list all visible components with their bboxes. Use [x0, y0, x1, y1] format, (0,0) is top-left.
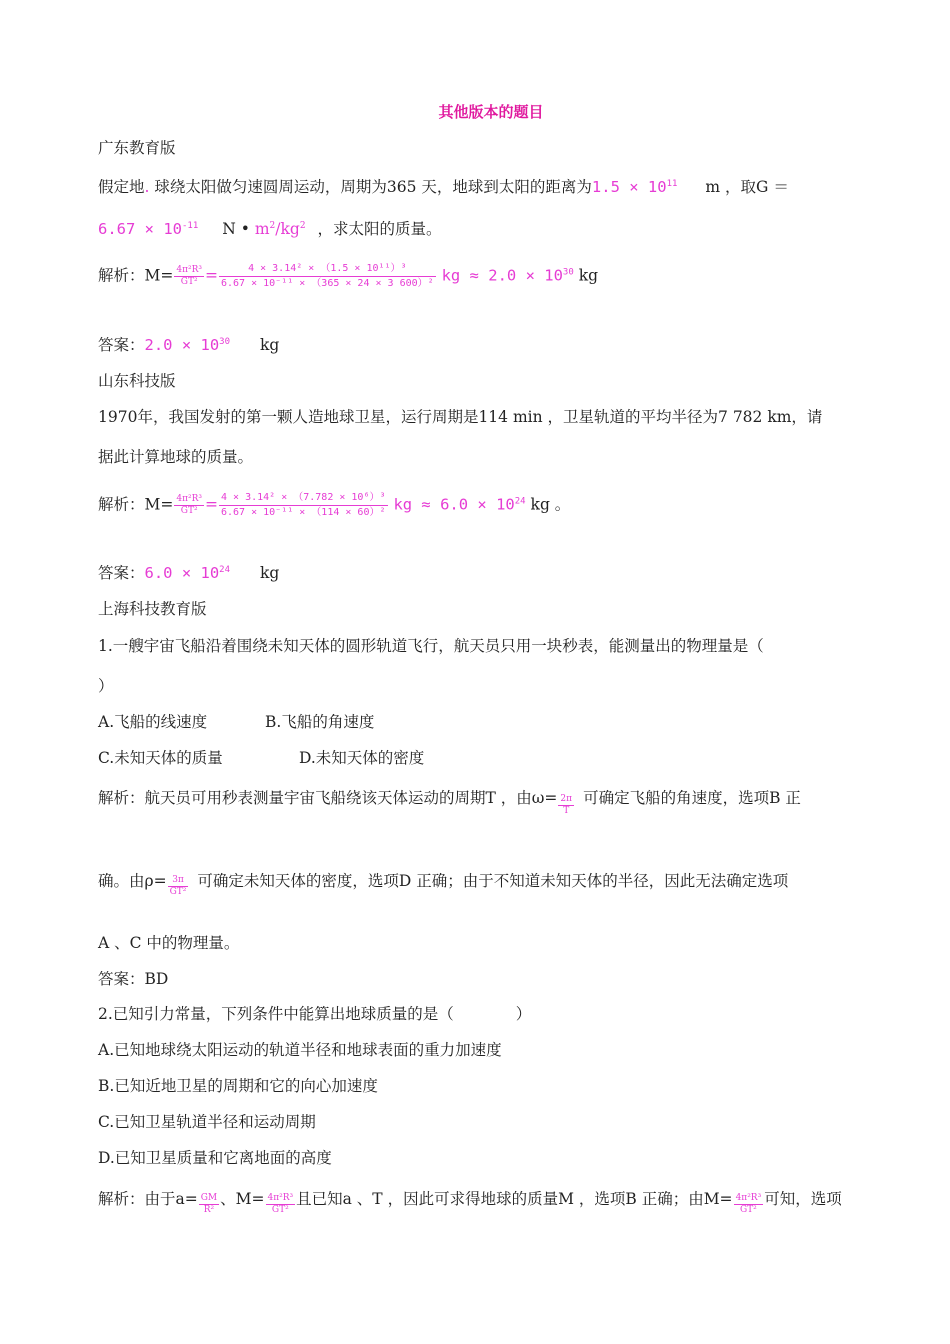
text: 解析：航天员可用秒表测量宇宙飞船绕该天体运动的周期T ，由ω=: [98, 789, 558, 807]
sd-question-line-2: 据此计算地球的质量。: [98, 448, 254, 466]
text: 、M=: [220, 1190, 265, 1208]
q1-solution-line-2: [98, 871, 788, 898]
gd-answer: [98, 332, 279, 355]
q1-answer: 答案：BD: [98, 970, 169, 988]
fraction: [168, 875, 189, 898]
q2-option-d: D.已知卫星质量和它离地面的高度: [98, 1149, 332, 1167]
q1-stem-line-1: 1.一艘宇宙飞船沿着围绕未知天体的圆形轨道飞行，航天员只用一块秒表，能测量出的物理量是（: [98, 637, 764, 655]
answer-exponent: 24: [219, 565, 231, 575]
answer-label: 答案：: [98, 564, 145, 583]
fraction-denominator: GT²: [180, 506, 198, 516]
fraction: [734, 1193, 764, 1216]
result: kg ≈ 6.0 × 10: [393, 495, 515, 514]
fraction: [219, 262, 436, 291]
text: 球绕太阳做匀速圆周运动，周期为365 天，地球到太阳的距离为: [149, 178, 592, 197]
g-constant-value: 6.67 × 10: [98, 220, 182, 239]
answer-label: 答案：: [98, 336, 145, 355]
g-constant-exponent: -11: [182, 221, 199, 231]
unit: kg: [260, 336, 280, 355]
fraction: [174, 265, 204, 288]
fraction-numerator: 3π: [168, 875, 189, 887]
answer-value: 2.0 × 10: [144, 336, 220, 355]
text: 2: [299, 221, 306, 231]
distance-value: 1.5 × 10: [591, 178, 667, 197]
result-exponent: 24: [514, 496, 526, 507]
sd-solution: [98, 491, 570, 520]
gd-question-line-2: [98, 216, 442, 239]
q1-option-d: D.未知天体的密度: [299, 749, 425, 767]
fraction-denominator: 6.67 × 10⁻¹¹ × （114 × 60）²: [221, 507, 386, 518]
fraction-denominator: 6.67 × 10⁻¹¹ × （365 × 24 × 3 600）²: [221, 278, 434, 289]
fraction-numerator: 4π²R³: [176, 494, 202, 504]
section-heading-shandong: 山东科技版: [98, 372, 176, 390]
fraction: [219, 491, 388, 520]
gd-solution: [98, 262, 598, 291]
text: 且已知a 、T ，因此可求得地球的质量M ，选项B 正确；由M=: [296, 1190, 733, 1208]
text: m ，取G ＝: [705, 178, 789, 197]
gd-question-line-1: [98, 174, 858, 197]
q2-option-b: B.已知近地卫星的周期和它的向心加速度: [98, 1077, 378, 1095]
distance-exponent: 11: [666, 179, 678, 189]
q2-stem: 2.已知引力常量，下列条件中能算出地球质量的是（ ）: [98, 1005, 532, 1023]
text: m: [254, 220, 270, 239]
q2-option-a: A.已知地球绕太阳运动的轨道半径和地球表面的重力加速度: [98, 1041, 502, 1059]
page-title: 其他版本的题目: [438, 103, 544, 121]
text: 确。由ρ=: [98, 872, 167, 890]
fraction-numerator: 4 × 3.14² × （1.5 × 10¹¹）³: [219, 262, 436, 277]
text: =: [205, 495, 218, 514]
text: /kg: [275, 220, 300, 239]
q2-solution-line-1: [98, 1189, 842, 1216]
text: ，求太阳的质量。: [317, 220, 442, 239]
text: 2: [269, 221, 276, 231]
fraction-numerator: 4π²R³: [735, 1193, 762, 1203]
section-heading-guangdong: 广东教育版: [98, 139, 176, 157]
answer-exponent: 30: [219, 337, 231, 347]
solution-label: 解析：M=: [98, 495, 174, 514]
fraction-numerator: 4π²R³: [176, 265, 202, 275]
answer-value: 6.0 × 10: [144, 564, 220, 583]
text: 可确定飞船的角速度，选项B 正: [583, 789, 801, 807]
fraction-denominator: GT²: [180, 277, 198, 287]
sd-answer: [98, 560, 279, 583]
q2-option-c: C.已知卫星轨道半径和运动周期: [98, 1113, 316, 1131]
q1-solution-line-1: [98, 788, 801, 817]
text: 可确定未知天体的密度，选项D 正确；由于不知道未知天体的半径，因此无法确定选项: [197, 872, 789, 890]
text: 解析：由于a=: [98, 1190, 198, 1208]
text: 可知，选项: [764, 1190, 842, 1208]
fraction-numerator: 4π²R³: [267, 1193, 294, 1203]
text: N •: [222, 220, 255, 239]
q1-solution-line-3: A 、C 中的物理量。: [98, 934, 240, 952]
fraction-denominator: GT²: [169, 887, 187, 897]
unit: kg: [578, 266, 599, 285]
q1-stem-line-2: ）: [98, 677, 114, 695]
fraction-numerator: 2π: [560, 794, 573, 804]
text: =: [205, 266, 218, 285]
fraction-denominator: GT²: [271, 1205, 289, 1215]
result: kg ≈ 2.0 × 10: [441, 266, 563, 285]
text: .: [144, 178, 150, 197]
fraction-denominator: R²: [203, 1205, 215, 1215]
section-heading-shanghai: 上海科技教育版: [98, 600, 207, 618]
sd-question-line-1: 1970年，我国发射的第一颗人造地球卫星，运行周期是114 min ，卫星轨道的平均半径为7 782 km，请: [98, 408, 823, 426]
result-exponent: 30: [562, 267, 574, 278]
fraction-denominator: GT²: [739, 1205, 757, 1215]
fraction: [174, 494, 204, 517]
q1-option-c: C.未知天体的质量: [98, 749, 223, 767]
fraction-numerator: 4 × 3.14² × （7.782 × 10⁶）³: [219, 491, 388, 506]
fraction: [558, 794, 574, 817]
fraction: [266, 1193, 296, 1216]
text: 假定地: [98, 178, 145, 197]
solution-label: 解析：M=: [98, 266, 174, 285]
fraction-numerator: GM: [200, 1193, 218, 1203]
fraction-denominator: T: [563, 806, 570, 816]
unit: kg: [260, 564, 280, 583]
fraction: [199, 1193, 219, 1216]
unit: kg 。: [530, 495, 571, 514]
q1-option-b: B.飞船的角速度: [265, 713, 375, 731]
q1-option-a: A.飞船的线速度: [98, 713, 208, 731]
